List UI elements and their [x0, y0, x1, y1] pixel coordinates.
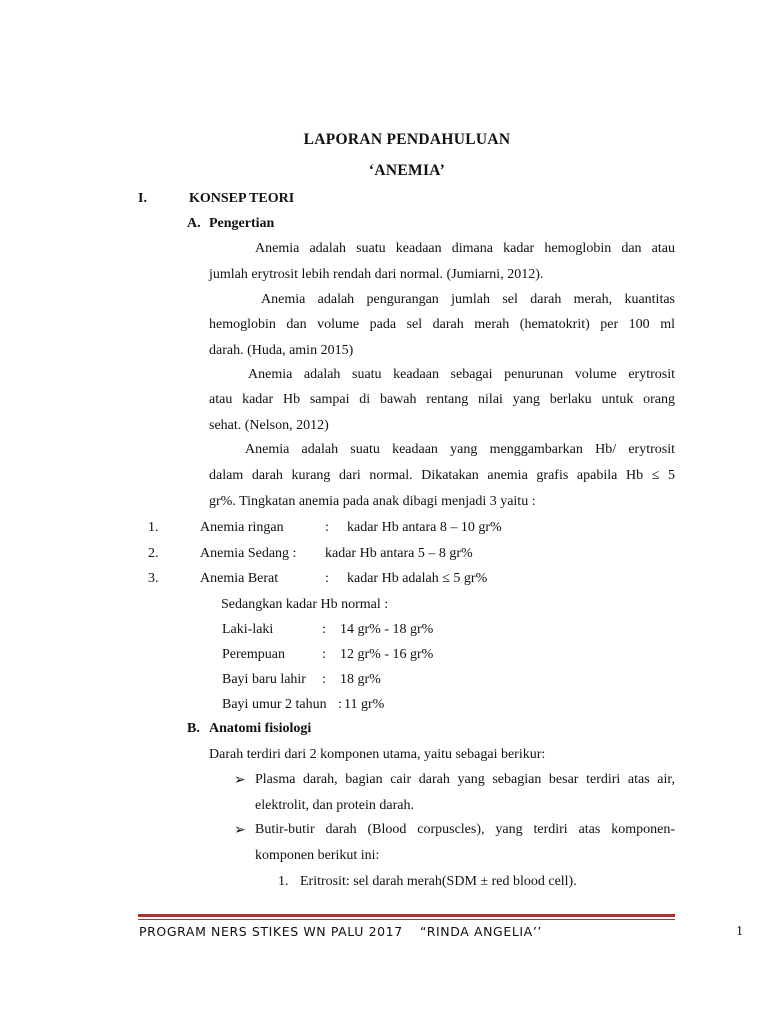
list-number: 2.	[148, 546, 159, 561]
level-value: kadar Hb antara 8 – 10 gr%	[347, 520, 502, 535]
document-subtitle: ‘ANEMIA’	[368, 162, 446, 179]
paragraph-line: Anemia adalah suatu keadaan dimana kadar hemoglobin dan atau	[255, 241, 675, 256]
paragraph-line: jumlah erytrosit lebih rendah dari normal. (Jumiarni, 2012).	[209, 267, 544, 282]
level-value: kadar Hb antara 5 – 8 gr%	[325, 546, 473, 561]
numbered-item-text: Eritrosit: sel darah merah(SDM ± red blood cell).	[300, 874, 577, 889]
paragraph-line: Anemia adalah pengurangan jumlah sel darah merah, kuantitas	[261, 292, 675, 307]
normal-heading: Sedangkan kadar Hb normal :	[221, 597, 389, 612]
footer-program: PROGRAM NERS STIKES WN PALU 2017	[139, 924, 403, 939]
bullet-line: Plasma darah, bagian cair darah yang sebagian besar terdiri atas air,	[255, 772, 675, 787]
level-value: kadar Hb adalah ≤ 5 gr%	[347, 571, 488, 586]
arrow-bullet-icon: ➢	[234, 823, 246, 838]
paragraph-line: sehat. (Nelson, 2012)	[209, 418, 329, 433]
paragraph-line: hemoglobin dan volume pada sel darah merah (hematokrit) per 100 ml	[209, 317, 675, 332]
paragraph-line: dalam darah kurang dari normal. Dikatakan anemia grafis apabila Hb ≤ 5	[209, 468, 675, 483]
subsection-heading: Anatomi fisiologi	[209, 721, 312, 736]
normal-value: 11 gr%	[344, 697, 385, 712]
paragraph-line: darah. (Huda, amin 2015)	[209, 343, 354, 358]
normal-value: 14 gr% - 18 gr%	[340, 622, 434, 637]
list-number: 3.	[148, 571, 159, 586]
page-number: 1	[736, 924, 743, 939]
subsection-label: A.	[187, 216, 201, 231]
paragraph-line: atau kadar Hb sampai di bawah rentang nilai yang berlaku untuk orang	[209, 392, 675, 407]
paragraph-line: gr%. Tingkatan anemia pada anak dibagi menjadi 3 yaitu :	[209, 494, 536, 509]
bullet-line: elektrolit, dan protein darah.	[255, 798, 414, 813]
footer-rule-thin	[138, 919, 675, 920]
normal-value: 18 gr%	[340, 672, 381, 687]
level-name: Anemia ringan	[200, 520, 284, 535]
normal-name: Laki-laki	[222, 622, 274, 637]
normal-separator: :	[322, 647, 326, 662]
normal-name: Bayi baru lahir	[222, 672, 306, 687]
paragraph-line: Anemia adalah suatu keadaan sebagai penurunan volume erytrosit	[248, 367, 675, 382]
normal-name: Bayi umur 2 tahun	[222, 697, 327, 712]
anatomy-intro: Darah terdiri dari 2 komponen utama, yaitu sebagai berikur:	[209, 747, 546, 762]
normal-separator: :	[322, 622, 326, 637]
subsection-heading: Pengertian	[209, 216, 275, 231]
level-name: Anemia Berat	[200, 571, 279, 586]
section-heading: KONSEP TEORI	[189, 191, 295, 206]
section-number: I.	[138, 191, 147, 206]
document-title: LAPORAN PENDAHULUAN	[303, 131, 511, 148]
normal-name: Perempuan	[222, 647, 285, 662]
list-number: 1.	[148, 520, 159, 535]
normal-separator: :	[338, 697, 342, 712]
level-name: Anemia Sedang :	[200, 546, 297, 561]
footer-rule-thick	[138, 914, 675, 917]
subsection-label: B.	[187, 721, 200, 736]
paragraph-line: Anemia adalah suatu keadaan yang menggambarkan Hb/ erytrosit	[245, 442, 675, 457]
level-separator: :	[325, 520, 329, 535]
normal-value: 12 gr% - 16 gr%	[340, 647, 434, 662]
list-number: 1.	[278, 874, 289, 889]
arrow-bullet-icon: ➢	[234, 773, 246, 788]
bullet-line: Butir-butir darah (Blood corpuscles), yang terdiri atas komponen-	[255, 822, 675, 837]
footer-author: “RINDA ANGELIA’’	[420, 924, 542, 939]
normal-separator: :	[322, 672, 326, 687]
bullet-line: komponen berikut ini:	[255, 848, 380, 863]
level-separator: :	[325, 571, 329, 586]
